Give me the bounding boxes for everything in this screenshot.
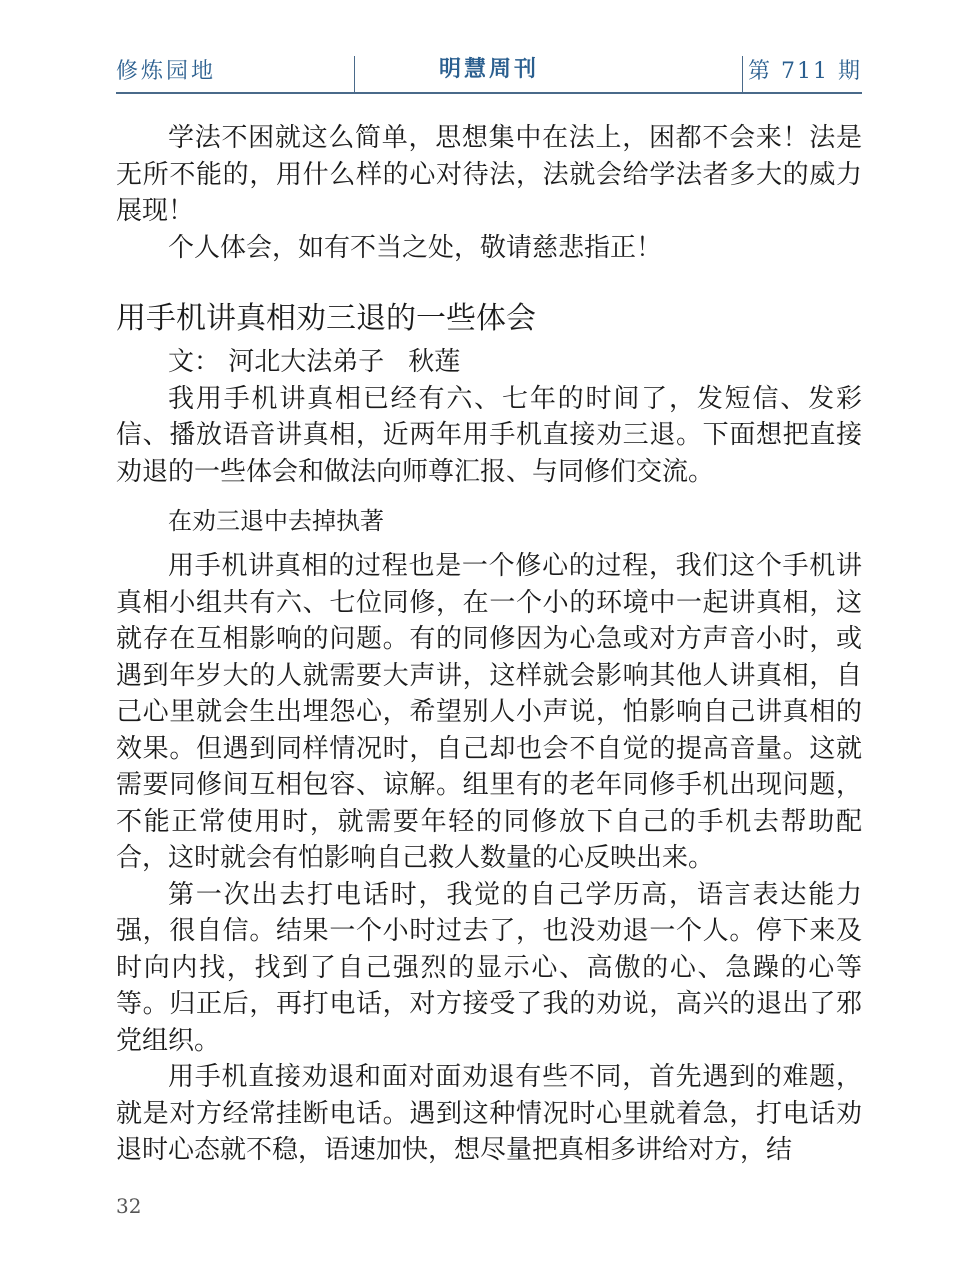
article-byline: [116, 344, 862, 381]
magazine-title: 明慧周刊: [438, 57, 539, 82]
body-paragraph: 第一次出去打电话时，我觉的自己学历高，语言表达能力强，很自信。结果一个小时过去了，也没劝退一个人。停下来及时向内找，找到了自己强烈的显示心、高傲的心、急躁的心等等。归正后，再打电话，对方接受了我的劝说，高兴的退出了邪党组织。: [116, 879, 862, 1056]
issue-number: 第 711 期: [748, 59, 862, 84]
page-content: [116, 120, 862, 1169]
section-title: 修炼园地: [116, 59, 217, 84]
header-divider-right: [742, 56, 743, 92]
page-number: 32: [116, 1194, 142, 1218]
page-header: [116, 50, 862, 94]
intro-paragraph: 学法不困就这么简单，思想集中在法上，困都不会来！法是无所不能的，用什么样的心对待法，法就会给学法者多大的威力展现！: [116, 123, 862, 226]
byline-prefix: 文： 河北大法弟子: [168, 347, 385, 377]
author-name: 秋莲: [408, 347, 461, 377]
article-title: 用手机讲真相劝三退的一些体会: [116, 301, 536, 336]
body-paragraph: 用手机讲真相的过程也是一个修心的过程，我们这个手机讲真相小组共有六、七位同修，在一个小的环境中一起讲真相，这就存在互相影响的问题。有的同修因为心急或对方声音小时，或遇到年岁大的人就需要大声讲，这样就会影响其他人讲真相，自己心里就会生出埋怨心，希望别人小声说，怕影响自己讲真相的效果。但遇到同样情况时，自己却也会不自觉的提高音量。这就需要同修间互相包容、谅解。组里有的老年同修手机出现问题，不能正常使用时，就需要年轻的同修放下自己的手机去帮助配合，这时就会有怕影响自己救人数量的心反映出来。: [116, 551, 862, 873]
lead-paragraph: 我用手机讲真相已经有六、七年的时间了，发短信、发彩信、播放语音讲真相，近两年用手机直接劝三退。下面想把直接劝退的一些体会和做法向师尊汇报、与同修们交流。: [116, 383, 862, 487]
body-paragraph: 用手机直接劝退和面对面劝退有些不同，首先遇到的难题，就是对方经常挂断电话。遇到这种情况时心里就着急，打电话劝退时心态就不稳，语速加快，想尽量把真相多讲给对方，结: [116, 1062, 862, 1165]
intro-paragraph: 个人体会，如有不当之处，敬请慈悲指正！: [168, 232, 663, 263]
section-subheading: 在劝三退中去掉执著: [168, 507, 384, 535]
